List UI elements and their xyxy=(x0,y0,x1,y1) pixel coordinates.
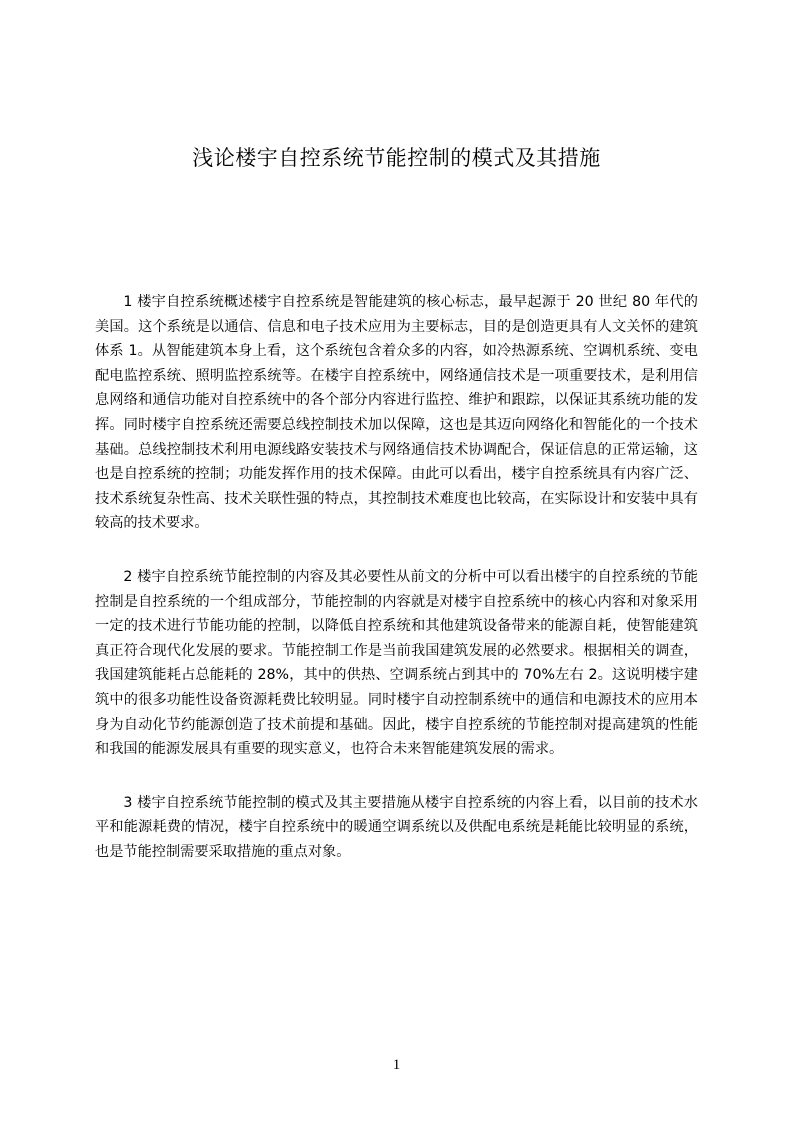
document-body xyxy=(95,290,698,893)
paragraph-2: 2 楼宇自控系统节能控制的内容及其必要性从前文的分析中可以看出楼宇的自控系统的节能控制是自控系统的一个组成部分，节能控制的内容就是对楼宇自控系统中的核心内容和对象采用一定的技术进行节能功能的控制，以降低自控系统和其他建筑设备带来的能源自耗，使智能建筑真正符合现代化发展的要求。节能控制工作是当前我国建筑发展的必然要求。根据相关的调查，我国建筑能耗占总能耗的 28%，其中的供热、空调系统占到其中的 70%左右 2。这说明楼宇建筑中的很多功能性设备资源耗费比较明显。同时楼宇自动控制系统中的通信和电源技术的应用本身为自动化节约能源创造了技术前提和基础。因此，楼宇自控系统的节能控制对提高建筑的性能和我国的能源发展具有重要的现实意义，也符合未来智能建筑发展的需求。 xyxy=(95,568,698,758)
page-number: 1 xyxy=(392,1057,401,1073)
document-title: 浅论楼宇自控系统节能控制的模式及其措施 xyxy=(192,146,601,170)
paragraph-1: 1 楼宇自控系统概述楼宇自控系统是智能建筑的核心标志，最早起源于 20 世纪 80 年代的美国。这个系统是以通信、信息和电子技术应用为主要标志，目的是创造更具有人文关怀的建筑体系 1。从智能建筑本身上看，这个系统包含着众多的内容，如冷热源系统、空调机系统、变电配电监控系统、照明监控系统等。在楼宇自控系统中，网络通信技术是一项重要技术，是利用信息网络和通信功能对自控系统中的各个部分内容进行监控、维护和跟踪，以保证其系统功能的发挥。同时楼宇自控系统还需要总线控制技术加以保障，这也是其迈向网络化和智能化的一个技术基础。总线控制技术利用电源线路安装技术与网络通信技术协调配合，保证信息的正常运输，这也是自控系统的控制；功能发挥作用的技术保障。由此可以看出，楼宇自控系统具有内容广泛、技术系统复杂性高、技术关联性强的特点，其控制技术难度也比较高，在实际设计和安装中具有较高的技术要求。 xyxy=(95,294,698,532)
paragraph-3: 3 楼宇自控系统节能控制的模式及其主要措施从楼宇自控系统的内容上看，以目前的技术水平和能源耗费的情况，楼宇自控系统中的暖通空调系统以及供配电系统是耗能比较明显的系统，也是节能控制需要采取措施的重点对象。 xyxy=(95,794,698,860)
